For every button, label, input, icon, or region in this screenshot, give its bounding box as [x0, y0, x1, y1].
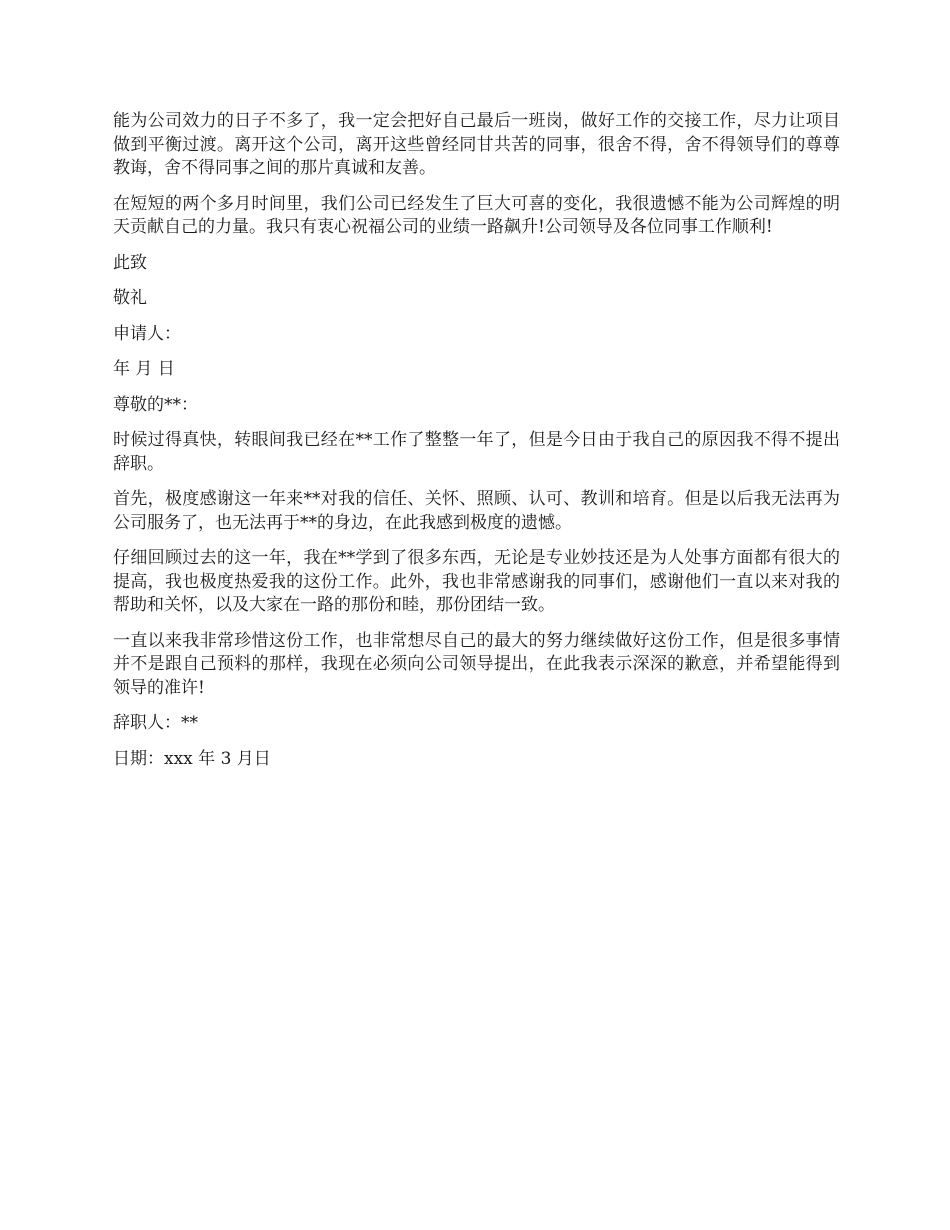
- salutation: 尊敬的**：: [113, 394, 198, 415]
- applicant-line: 申请人：: [113, 323, 181, 344]
- paragraph-intro: 时候过得真快，转眼间我已经在**工作了整整一年了，但是今日由于我自己的原因我不得不提出辞职。: [113, 430, 840, 474]
- paragraph-thanks: 首先，极度感谢这一年来**对我的信任、关怀、照顾、认可、教训和培育。但是以后我无法再为公司服务了，也无法再于**的身边，在此我感到极度的遗憾。: [113, 489, 840, 533]
- paragraph-blessing: 在短短的两个多月时间里，我们公司已经发生了巨大可喜的变化，我很遗憾不能为公司辉煌的明天贡献自己的力量。我只有衷心祝福公司的业绩一路飙升!公司领导及各位同事工作顺利!: [113, 193, 840, 237]
- document-body: [113, 110, 840, 783]
- signature-date: 日期：xxx 年 3 月日: [113, 748, 271, 769]
- signature-line: 辞职人：**: [113, 713, 198, 733]
- paragraph-review: 仔细回顾过去的这一年，我在**学到了很多东西，无论是专业妙技还是为人处事方面都有很大的提高，我也极度热爱我的这份工作。此外，我也非常感谢我的同事们，感谢他们一直以来对我的帮助和关怀，以及大家在一路的那份和睦，那份团结一致。: [113, 548, 840, 615]
- paragraph-request: 一直以来我非常珍惜这份工作，也非常想尽自己的最大的努力继续做好这份工作，但是很多事情并不是跟自己预料的那样，我现在必须向公司领导提出，在此我表示深深的歉意，并希望能得到领导的准许!: [113, 630, 840, 698]
- closing-cizhi: 此致: [113, 252, 147, 273]
- paragraph-farewell: 能为公司效力的日子不多了，我一定会把好自己最后一班岗，做好工作的交接工作，尽力让项目做到平衡过渡。离开这个公司，离开这些曾经同甘共苦的同事，很舍不得，舍不得领导们的尊尊教诲，舍不得同事之间的那片真诚和友善。: [113, 111, 840, 178]
- closing-jingli: 敬礼: [113, 288, 147, 308]
- date-line: 年 月 日: [113, 359, 175, 379]
